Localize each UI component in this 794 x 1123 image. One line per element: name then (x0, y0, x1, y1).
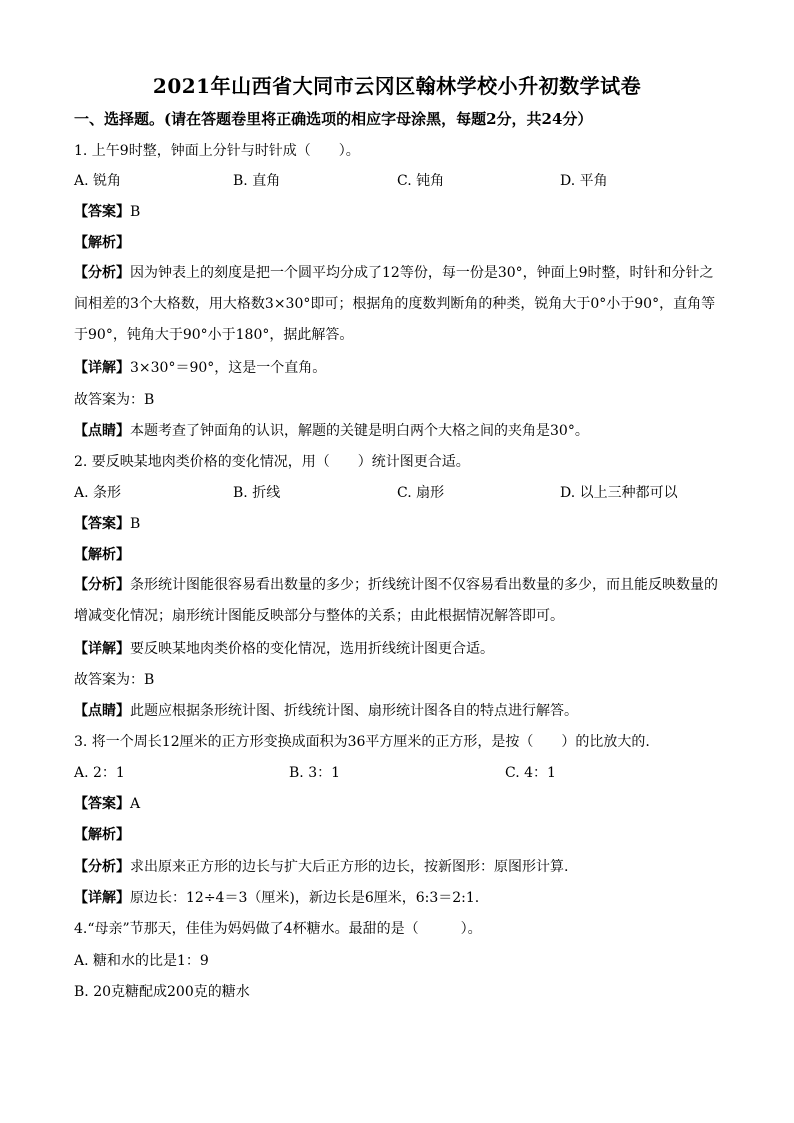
fenxi-text: 因为钟表上的刻度是把一个圆平均分成了12等份，每一份是30°，钟面上9时整，时针和分针之间相差的3个大格数，用大格数3×30°即可；根据角的度数判断角的种类，锐角大于0°小于90°，直角等于90°，钝角大于90°小于180°，据此解答。 (74, 265, 716, 343)
question-2-stem: 2. 要反映某地肉类价格的变化情况，用（ ）统计图更合适。 (74, 454, 470, 470)
fenxi-tag: 【分析】 (74, 859, 130, 875)
q1-analysis-tag: 【解析】 (74, 235, 130, 251)
question-3-stem: 3. 将一个周长12厘米的正方形变换成面积为36平方厘米的正方形，是按（ ）的比放大的. (74, 734, 650, 750)
xiangjie-text: 要反映某地肉类价格的变化情况，选用折线统计图更合适。 (130, 641, 494, 657)
q2-option-a: A. 条形 (74, 485, 122, 501)
dianjing-text: 此题应根据条形统计图、折线统计图、扇形统计图各自的特点进行解答。 (130, 703, 578, 719)
answer-value: A (130, 796, 141, 812)
q1-final-answer: 故答案为：B (74, 392, 155, 408)
q2-dianjing (74, 701, 578, 721)
xiangjie-tag: 【详解】 (74, 360, 130, 376)
dianjing-tag: 【点睛】 (74, 423, 130, 439)
q2-analysis-tag: 【解析】 (74, 547, 130, 563)
q2-xiangjie (74, 639, 494, 659)
q1-option-b: B. 直角 (233, 173, 281, 189)
question-1-stem: 1. 上午9时整，钟面上分针与时针成（ ）。 (74, 143, 360, 159)
q2-option-d: D. 以上三种都可以 (560, 485, 678, 501)
answer-value: B (130, 204, 141, 220)
dianjing-tag: 【点睛】 (74, 703, 130, 719)
q4-option-a: A. 糖和水的比是1：9 (74, 953, 209, 969)
q2-option-c: C. 扇形 (397, 485, 445, 501)
q1-dianjing (74, 421, 589, 441)
answer-value: B (130, 516, 141, 532)
page-title: 2021年山西省大同市云冈区翰林学校小升初数学试卷 (152, 74, 642, 98)
q3-xiangjie (74, 888, 479, 908)
q3-option-b: B. 3：1 (289, 765, 341, 781)
fenxi-text: 条形统计图能很容易看出数量的多少；折线统计图不仅容易看出数量的多少，而且能反映数量的增减变化情况；扇形统计图能反映部分与整体的关系；由此根据情况解答即可。 (74, 577, 718, 624)
answer-tag: 【答案】 (74, 204, 130, 220)
q3-fenxi (74, 857, 568, 877)
q4-option-b: B. 20克糖配成200克的糖水 (74, 984, 250, 1000)
q3-answer (74, 794, 140, 814)
q2-final-answer: 故答案为：B (74, 672, 155, 688)
fenxi-text: 求出原来正方形的边长与扩大后正方形的边长，按新图形：原图形计算. (130, 859, 569, 875)
q2-answer (74, 514, 140, 534)
answer-tag: 【答案】 (74, 516, 130, 532)
dianjing-text: 本题考查了钟面角的认识，解题的关键是明白两个大格之间的夹角是30°。 (130, 423, 589, 439)
answer-tag: 【答案】 (74, 796, 130, 812)
q1-xiangjie (74, 358, 326, 378)
section-heading: 一、选择题。(请在答题卷里将正确选项的相应字母涂黑，每题2分，共24分） (74, 110, 593, 128)
xiangjie-text: 3×30°＝90°，这是一个直角。 (130, 360, 327, 376)
xiangjie-text: 原边长：12÷4＝3（厘米)，新边长是6厘米，6:3＝2:1. (130, 890, 480, 906)
q1-option-d: D. 平角 (560, 173, 608, 189)
xiangjie-tag: 【详解】 (74, 890, 130, 906)
q3-option-c: C. 4：1 (505, 765, 556, 781)
q2-option-b: B. 折线 (233, 485, 281, 501)
q1-option-c: C. 钝角 (397, 173, 445, 189)
fenxi-tag: 【分析】 (74, 577, 130, 593)
q1-fenxi (74, 258, 724, 351)
q3-analysis-tag: 【解析】 (74, 827, 130, 843)
question-4-stem: 4.“母亲”节那天，佳佳为妈妈做了4杯糖水。最甜的是（ ）。 (74, 921, 482, 937)
q3-option-a: A. 2：1 (74, 765, 125, 781)
xiangjie-tag: 【详解】 (74, 641, 130, 657)
q1-option-a: A. 锐角 (74, 173, 122, 189)
fenxi-tag: 【分析】 (74, 265, 130, 281)
q2-fenxi (74, 570, 724, 632)
q1-answer (74, 202, 140, 222)
